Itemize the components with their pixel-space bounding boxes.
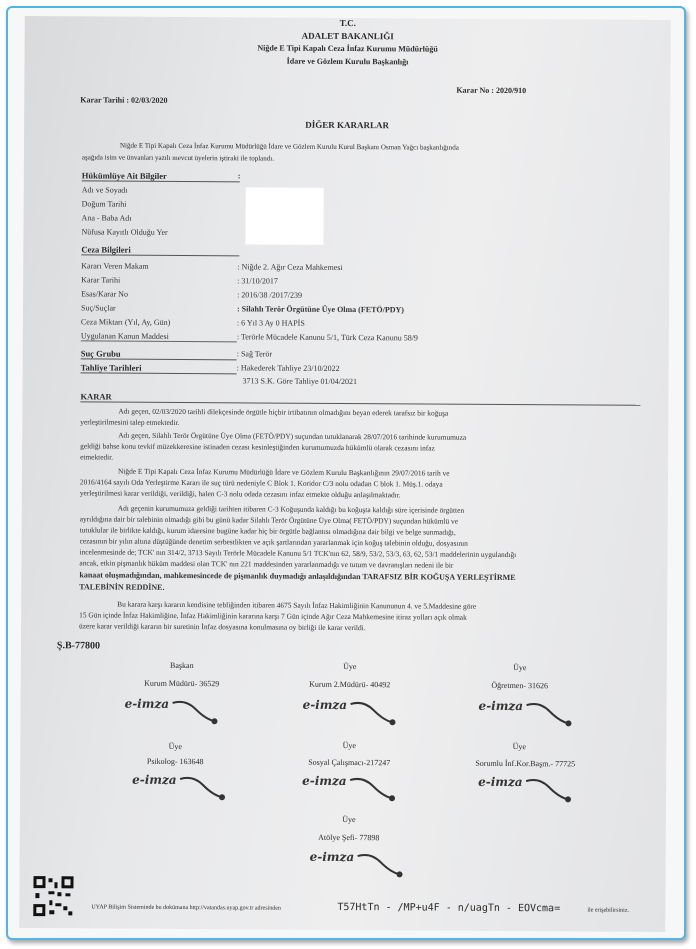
redacted-personal-info [245, 187, 323, 244]
ceza-row-label: Ceza Miktarı (Yıl, Ay, Gün) [80, 317, 171, 327]
tahliye-label: Tahliye Tarihleri [81, 362, 237, 374]
e-signature: e-imza [302, 697, 348, 713]
suc-grubu-label: Suç Grubu [81, 348, 237, 360]
karar-p4b: ayrıldığına dair bir talebinin olmadığı gibi bu günü kadar Silahlı Terör Örgütüne Üye Olma( FETÖ/PDY) suçundan hükümlü ve [79, 514, 459, 526]
header-board: İdare ve Gözlem Kurulu Başkanlığı [286, 56, 409, 67]
sb-number: Ş.B-77800 [56, 640, 101, 652]
e-signature: e-imza [132, 772, 177, 787]
e-signature: e-imza [309, 849, 355, 865]
karar-p5c: üzere karar verildiği kararın bir suretinin İnfaz dosyasına konulmasına oy birliği ile karar verildi. [79, 621, 366, 633]
ceza-row-label: Suç/Suçlar [80, 303, 116, 313]
karar-tarihi: Karar Tarihi : 02/03/2020 [80, 95, 168, 105]
karar-p1b: yerleştirilmesini talep etmektedir. [80, 417, 180, 427]
signature-stroke-icon [170, 697, 220, 727]
karar-p4a: Adı geçenin kurumumuza geldiği tarihten itibaren C-3 Koğuşunda kaldığı bu koğuşta kaldığı süre içerisinde örgütten [117, 503, 465, 515]
ceza-row-value: : Niğde 2. Ağır Ceza Mahkemesi [237, 262, 343, 272]
intro-line-2: aşağıda isim ve ünvanları yazılı mevcut üyelerin iştiraki ile toplandı. [81, 153, 275, 163]
signature-stroke-icon [348, 774, 398, 804]
document-title: DİĞER KARARLAR [305, 119, 390, 131]
karar-p3a: Niğde E Tipi Kapalı Ceza İnfaz Kurumu Müdürlüğü İdare ve Gözlem Kurulu Başkanlığının 29/07/2016 tarih ve [117, 466, 450, 478]
karar-p2b: geldiği bahse konu tevkif müzekkeresine istinaden cezası kesinleştiğinden kurumumuzda hükümlü olarak cezasını infaz [80, 441, 435, 453]
field-ad-soyad: Adı ve Soyadı [81, 185, 128, 195]
signer-role: Başkan [170, 660, 194, 671]
karar-p4f: ancak, etkin pişmanlık hüküm maddesi olan TCK' nın 221 maddesinden yararlanmadığı ve tutum ve davranışları nedeni ile bir [79, 558, 454, 570]
ceza-row-value: : 6 Yıl 3 Ay 0 HAPİS [236, 318, 305, 328]
header-tc: T.C. [339, 17, 356, 29]
signer-name: Kurum Müdürü- 36529 [144, 678, 220, 689]
qr-code [33, 876, 73, 916]
karar-p3c: yerleştirilmesi karar verildiği, verildiği, halen C-3 nolu odada cezasını infaz etmekte olduğu anlaşılmaktadır. [79, 488, 401, 500]
e-signature: e-imza [478, 774, 523, 790]
e-signature: e-imza [302, 773, 347, 789]
karar-no: Karar No : 2020/910 [456, 85, 527, 96]
header-ministry: ADALET BAKANLIĞI [301, 30, 394, 42]
ceza-row-value: : Silahlı Terör Örgütüne Üye Olma (FETÖ/PDY) [236, 304, 405, 315]
karar-p4d: cezasının bir yılın altına düştüğünde denetim serbestlikten ve açık şartlarından yararlanmak için koğuş talebinin olduğu, dosyasının [79, 536, 468, 548]
karar-p2a: Adı geçen, Silahlı Terör Örgütüne Üye Olma (FETÖ/PDY) suçundan tutuklanarak 28/07/2016 tarihinde kurumumuza [118, 430, 467, 442]
footer-uyap-text: UYAP Bilişim Sisteminde bu dokümana http://vatandas.uyap.gov.tr adresinden [91, 904, 281, 912]
document-page [19, 16, 671, 932]
karar-p1a: Adı geçen, 02/03/2020 tarihli dilekçesinde örgütle hiçbir irtibatının olmadığını beyan ederek tarafsız bir koğuşa [118, 406, 449, 418]
ceza-row-label: Karar Tarihi [81, 275, 121, 285]
karar-p5a: Bu karara karşı kararın kendisine tebliğinden itibaren 4675 Sayılı İnfaz Hakimliğinin Kanununun 4. ve 5.Maddesine göre [117, 599, 477, 611]
hukumlu-colon: : [237, 171, 241, 181]
karar-p4e: incelenmesinde de; TCK' nın 314/2, 3713 Sayılı Terörle Mücadele Kanunu 5/1 TCK'nın 62, 58/9, 53/2, 53/3, 63, 62, 53/1 maddelerinin uygulandığı [79, 547, 517, 560]
signature-stroke-icon [348, 698, 398, 728]
field-nufus: Nüfusa Kayıtlı Olduğu Yer [81, 227, 168, 237]
signer-role: Üye [342, 814, 356, 825]
intro-line-1: Niğde E Tipi Kapalı Ceza İnfaz Kurumu Müdürlüğü İdare ve Gözlem Kurulu Kurul Başkanı Osman Yağcı başkanlığında [119, 141, 459, 152]
footer-code: T57HtTn - /MP+u4F - n/uagTn - EOVcma= [337, 901, 561, 915]
ceza-row-label: Uygulanan Kanun Maddesi [81, 331, 237, 342]
signer-name: Atölye Şefi- 77898 [318, 832, 380, 843]
signature-stroke-icon [524, 775, 574, 805]
e-signature: e-imza [124, 696, 170, 711]
signature-stroke-icon [524, 699, 574, 729]
e-signature: e-imza [478, 698, 524, 714]
hukumlu-heading: Hükümlüye Ait Bilgiler [82, 170, 240, 182]
signer-name: Psikolog- 163648 [146, 756, 204, 767]
karar-p4g: kanaat oluşmadığından, mahkemesincede de pişmanlık duymadığı anlaşıldığından TARAFSIZ BİR KOĞUŞA YERLEŞTİRME [79, 570, 516, 583]
ceza-row-value: : 2016/38 /2017/239 [237, 290, 303, 300]
signature-stroke-icon [356, 850, 406, 880]
signer-role: Üye [513, 663, 527, 673]
field-dogum-tarihi: Doğum Tarihi [81, 199, 127, 209]
karar-p4c: tutuklular ile birlikte kaldığı, kurum idaresine bugüne kadar hiç bir örgütle bağlantısı olmadığına dair bilgi ve belge sunmadığı, [79, 525, 456, 537]
signer-name: Kurum 2.Müdürü- 40492 [309, 679, 391, 690]
signer-role: Üye [343, 661, 357, 672]
karar-p3b: 2016/4164 sayılı Oda Yerleştirme Kararı ile suç türü nedeniyle C Blok 1. Koridor C/3 nolu odadan C blok 1. Müş.1. odaya [79, 477, 443, 489]
field-ana-baba: Ana - Baba Adı [81, 213, 132, 223]
signer-name: Sorumlu İnf.Kor.Başm.- 77725 [475, 758, 576, 769]
karar-p4h: TALEBİNİN REDDİNE. [79, 582, 165, 592]
header-institution: Niğde E Tipi Kapalı Ceza İnfaz Kurumu Müdürlüğü [257, 43, 438, 54]
signer-role: Üye [342, 740, 357, 751]
ceza-row-label: Esas/Karar No [81, 289, 128, 299]
signer-name: Öğretmen- 31626 [491, 680, 549, 691]
signer-role: Üye [512, 742, 527, 752]
karar-p5b: 15 Gün içinde İnfaz Hakimliğine, İnfaz Hakimliğinin kararına karşı 7 Gün içinde Ağır Ceza Mahkemesine itiraz yolları açık olmak [79, 610, 467, 622]
tahliye-value-1: : Hakederek Tahliye 23/10/2022 [236, 363, 340, 373]
karar-p2c: etmektedir. [80, 452, 114, 462]
suc-grubu-value: : Sağ Terör [236, 349, 273, 359]
karar-heading: KARAR [80, 391, 640, 405]
tahliye-value-2: 3713 S.K. Göre Tahliye 01/04/2021 [242, 376, 357, 387]
ceza-row-value: : 31/10/2017 [237, 276, 278, 286]
footer-right-text: ile erişebilirsiniz. [587, 907, 630, 914]
signer-role: Üye [168, 741, 183, 752]
signer-name: Sosyal Çalışmacı-217247 [308, 757, 391, 768]
signature-stroke-icon [178, 773, 228, 803]
ceza-heading: Ceza Bilgileri [81, 244, 239, 256]
ceza-row-value: : Terörle Mücadele Kanunu 5/1, Türk Ceza Kanunu 58/9 [236, 332, 418, 343]
ceza-row-label: Kararı Veren Makam [81, 261, 149, 271]
